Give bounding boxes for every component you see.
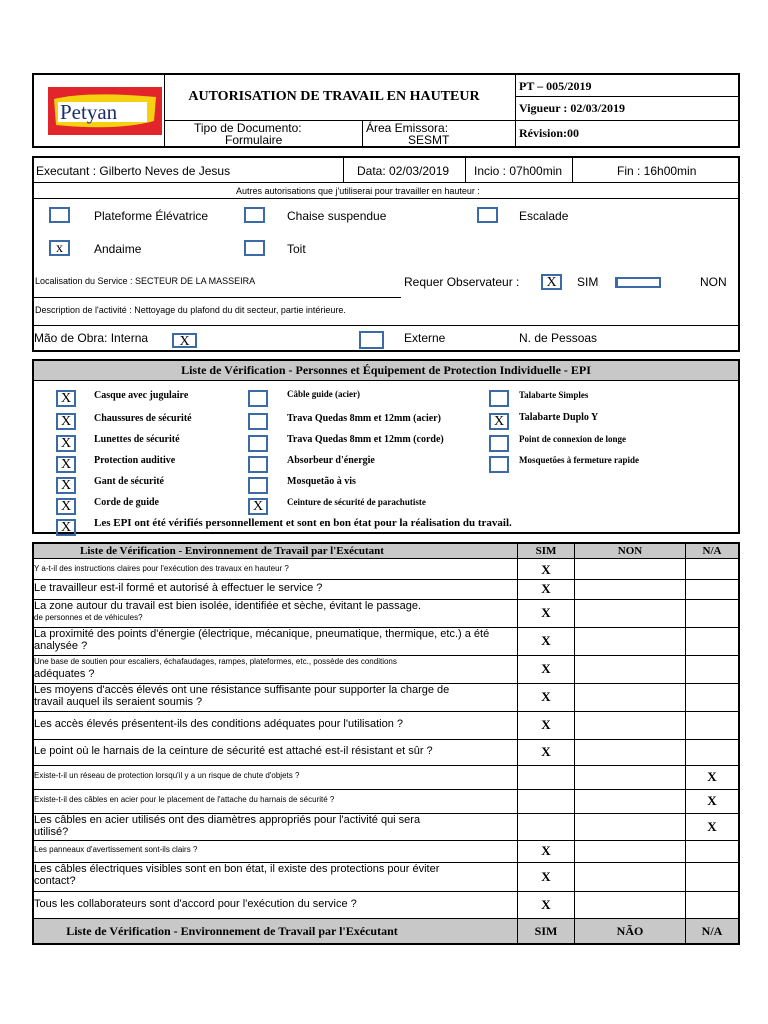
toit-label: Toit [287, 242, 306, 256]
escalade-checkbox[interactable] [477, 207, 498, 223]
env-footer-na: N/A [701, 924, 723, 938]
epi-cable-guide-label: Câble guide (acier) [287, 389, 360, 399]
epi-talabarte-duplo-label: Talabarte Duplo Y [519, 412, 599, 423]
epi-gant-label: Gant de sécurité [94, 476, 164, 487]
env-question-continued: de personnes et de véhicules? [34, 613, 143, 622]
date-field: Data: 02/03/2019 [357, 164, 450, 178]
observateur-label: Requer Observateur : [404, 275, 520, 289]
env-mark-sim[interactable]: X [541, 897, 551, 912]
env-question: Existe-t-il un réseau de protection lorsqu'il y a un risque de chute d'objets ? [34, 771, 300, 780]
plateforme-checkbox[interactable] [49, 207, 70, 223]
env-mark-na[interactable]: X [707, 769, 717, 784]
env-mark-sim[interactable]: X [541, 689, 551, 704]
env-question-continued: analysée ? [34, 640, 88, 652]
env-question-continued: adéquates ? [34, 668, 95, 680]
env-col-non: NON [617, 545, 643, 557]
env-mark-sim[interactable]: X [541, 744, 551, 759]
epi-protection-auditive-label: Protection auditive [94, 455, 176, 466]
other-authorizations-label: Autres autorisations que j'utiliserai pour travailler en hauteur : [236, 186, 480, 196]
epi-chaussures-label: Chaussures de sécurité [94, 413, 192, 424]
observateur-non-label: NON [700, 275, 727, 289]
labor-label: Mão de Obra: Interna [34, 331, 149, 345]
env-question: Les moyens d'accès élevés ont une résistance suffisante pour supporter la charge de [34, 684, 450, 696]
chaise-label: Chaise suspendue [287, 209, 387, 223]
env-question: Les câbles en acier utilisés ont des diamètres appropriés pour l'activité qui sera [34, 814, 421, 826]
epi-absorbeur-label: Absorbeur d'énergie [287, 455, 375, 466]
escalade-label: Escalade [519, 209, 569, 223]
interna-checkbox[interactable]: X [172, 333, 197, 348]
epi-title: Liste de Vérification - Personnes et Équipement de Protection Individuelle - EPI [181, 363, 591, 377]
observateur-sim-checkbox[interactable]: X [541, 274, 562, 290]
env-question-continued: contact? [34, 875, 76, 887]
epi-trava-acier-checkbox[interactable] [248, 413, 268, 430]
observateur-sim-label: SIM [577, 275, 599, 289]
area-label: Área Emissora: [366, 121, 449, 135]
epi-corde-checkbox[interactable]: X [56, 498, 76, 515]
chaise-checkbox[interactable] [244, 207, 265, 223]
env-mark-sim[interactable]: X [541, 562, 551, 577]
epi-chaussures-checkbox[interactable]: X [56, 413, 76, 430]
env-mark-sim[interactable]: X [541, 633, 551, 648]
epi-protection-auditive-checkbox[interactable]: X [56, 456, 76, 473]
env-question: La proximité des points d'énergie (électrique, mécanique, pneumatique, thermique, etc.) a été [34, 628, 490, 640]
env-question: Y a-t-il des instructions claires pour l'exécution des travaux en hauteur ? [34, 564, 289, 573]
env-mark-sim[interactable]: X [541, 717, 551, 732]
env-question: Existe-t-il des câbles en acier pour le placement de l'attache du harnais de sécurité ? [34, 795, 335, 804]
logo-text: Petyan [58, 102, 147, 122]
env-question: Le point où le harnais de la ceinture de sécurité est attaché est-il résistant et sûr ? [34, 745, 433, 757]
epi-lunettes-label: Lunettes de sécurité [94, 434, 180, 445]
epi-lunettes-checkbox[interactable]: X [56, 435, 76, 452]
env-mark-na[interactable]: X [707, 819, 717, 834]
epi-absorbeur-checkbox[interactable] [248, 456, 268, 473]
env-question-continued: utilisé? [34, 826, 69, 838]
doc-type-value: Formulaire [225, 133, 283, 147]
pessoas-label: N. de Pessoas [519, 331, 598, 345]
plateforme-label: Plateforme Élévatrice [94, 209, 209, 223]
env-question: Les câbles électriques visibles sont en bon état, il existe des protections pour éviter [34, 863, 440, 875]
epi-cable-guide-checkbox[interactable] [248, 390, 268, 407]
env-col-na: N/A [702, 545, 722, 557]
area-value: SESMT [408, 133, 450, 147]
document-code: PT – 005/2019 [519, 79, 592, 93]
env-footer-nao: NÃO [616, 924, 644, 938]
epi-point-connexion-checkbox[interactable] [489, 435, 509, 452]
env-question: Une base de soutien pour escaliers, échafaudages, rampes, plateformes, etc., possède des conditions [34, 657, 397, 666]
epi-mosquetao-label: Mosquetão à vis [287, 476, 356, 487]
env-question: Le travailleur est-il formé et autorisé à effectuer le service ? [34, 582, 323, 594]
epi-corde-label: Corde de guide [94, 497, 159, 508]
env-mark-sim[interactable]: X [541, 581, 551, 596]
epi-trava-acier-label: Trava Quedas 8mm et 12mm (acier) [287, 413, 441, 424]
epi-talabarte-duplo-checkbox[interactable]: X [489, 413, 509, 430]
revision: Révision:00 [519, 126, 579, 140]
env-question-continued: travail auquel ils seraient soumis ? [34, 696, 203, 708]
epi-talabarte-simples-label: Talabarte Simples [519, 390, 589, 400]
vigueur-date: Vigueur : 02/03/2019 [519, 101, 626, 115]
epi-casque-checkbox[interactable]: X [56, 390, 76, 407]
epi-mosquetoes-checkbox[interactable] [489, 456, 509, 473]
epi-verified-checkbox[interactable]: X [56, 519, 76, 536]
start-time: Incio : 07h00min [474, 164, 563, 178]
andaime-label: Andaime [94, 242, 142, 256]
epi-trava-corde-label: Trava Quedas 8mm et 12mm (corde) [287, 434, 444, 445]
logo [48, 87, 162, 135]
env-question: Tous les collaborateurs sont d'accord pour l'exécution du service ? [34, 898, 357, 910]
epi-verified-label: Les EPI ont été vérifiés personnellement et sont en bon état pour la réalisation du travail. [94, 517, 512, 529]
env-question: Les accès élevés présentent-ils des conditions adéquates pour l'utilisation ? [34, 718, 403, 730]
end-time: Fin : 16h00min [617, 164, 697, 178]
localisation: Localisation du Service : SECTEUR DE LA MASSEIRA [35, 276, 256, 286]
epi-talabarte-simples-checkbox[interactable] [489, 390, 509, 407]
epi-ceinture-label: Ceinture de sécurité de parachutiste [287, 497, 426, 507]
epi-gant-checkbox[interactable]: X [56, 477, 76, 494]
toit-checkbox[interactable] [244, 240, 265, 256]
observateur-non-checkbox[interactable] [615, 277, 661, 288]
activity-description: Description de l'activité : Nettoyage du plafond du dit secteur, partie intérieure. [35, 305, 346, 315]
env-mark-sim[interactable]: X [541, 605, 551, 620]
env-title: Liste de Vérification - Environnement de Travail par l'Exécutant [80, 545, 384, 557]
env-question: La zone autour du travail est bien isolée, identifiée et sèche, évitant le passage. [34, 600, 422, 612]
env-mark-sim[interactable]: X [541, 661, 551, 676]
doc-type-label: Tipo de Documento: [194, 121, 302, 135]
executant: Executant : Gilberto Neves de Jesus [36, 164, 231, 178]
epi-mosquetoes-label: Mosquetões à fermeture rapide [519, 455, 640, 465]
document-title: AUTORISATION DE TRAVAIL EN HAUTEUR [188, 89, 480, 104]
env-footer-sim: SIM [534, 924, 558, 938]
epi-trava-corde-checkbox[interactable] [248, 435, 268, 452]
externe-label: Externe [404, 331, 446, 345]
env-question: Les panneaux d'avertissement sont-ils clairs ? [34, 845, 198, 854]
env-mark-sim[interactable]: X [541, 869, 551, 884]
env-col-sim: SIM [535, 545, 557, 557]
env-footer-title: Liste de Vérification - Environnement de Travail par l'Exécutant [66, 924, 398, 938]
andaime-checkbox[interactable]: x [49, 240, 70, 256]
epi-casque-label: Casque avec jugulaire [94, 390, 189, 401]
epi-point-connexion-label: Point de connexion de longe [519, 434, 627, 444]
env-mark-na[interactable]: X [707, 793, 717, 808]
epi-mosquetao-checkbox[interactable] [248, 477, 268, 494]
env-mark-sim[interactable]: X [541, 843, 551, 858]
externe-checkbox[interactable] [359, 331, 384, 349]
epi-ceinture-checkbox[interactable]: X [248, 498, 268, 515]
